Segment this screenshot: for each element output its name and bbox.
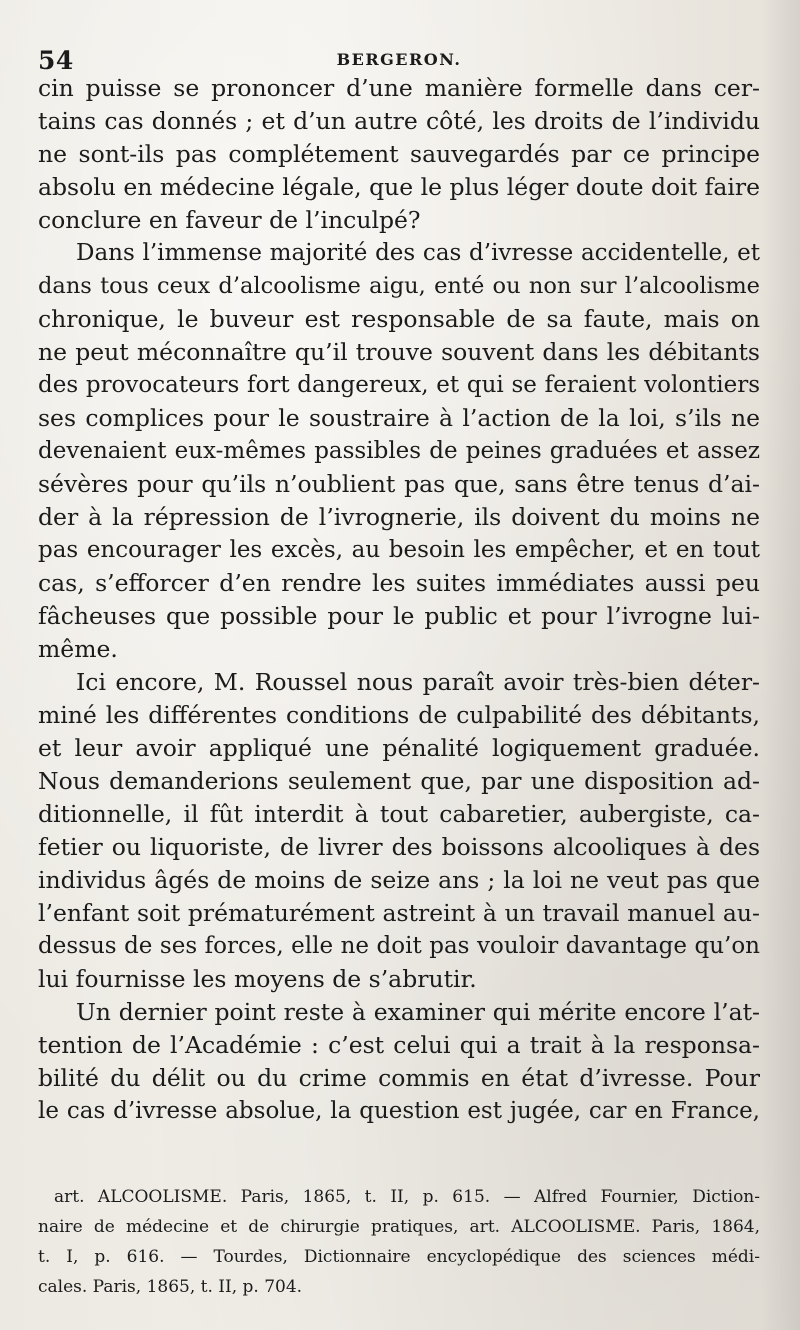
body-text	[38, 72, 760, 1162]
footnote-line: t. I, p. 616. — Tourdes, Dictionnaire encyclopédique des sciences médi-	[38, 1247, 760, 1267]
text-line: devenaient eux-mêmes passibles de peines graduées et assez	[38, 438, 760, 464]
text-line: ses complices pour le soustraire à l’action de la loi, s’ils ne	[38, 404, 760, 432]
running-head: BERGERON.	[336, 50, 462, 69]
page-edge-shadow	[760, 0, 800, 1330]
text-line: lui fournisse les moyens de s’abrutir.	[38, 965, 477, 993]
paragraph-start-line: Un dernier point reste à examiner qui mérite encore l’at-	[76, 998, 760, 1026]
text-line: bilité du délit ou du crime commis en état d’ivresse. Pour	[38, 1064, 760, 1092]
text-line: tains cas donnés ; et d’un autre côté, les droits de l’individu	[38, 107, 760, 135]
text-line: des provocateurs fort dangereux, et qui se feraient volontiers	[38, 372, 760, 398]
footnote-line: art. ALCOOLISME. Paris, 1865, t. II, p. 615. — Alfred Fournier, Diction-	[54, 1187, 760, 1207]
text-line: ditionnelle, il fût interdit à tout cabaretier, aubergiste, ca-	[38, 800, 760, 828]
text-line: fetier ou liquoriste, de livrer des boissons alcooliques à des	[38, 833, 760, 861]
footnote-line: cales. Paris, 1865, t. II, p. 704.	[38, 1277, 303, 1297]
text-line: et leur avoir appliqué une pénalité logiquement graduée.	[38, 734, 760, 762]
text-line: dans tous ceux d’alcoolisme aigu, enté ou non sur l’alcoolisme	[38, 273, 760, 299]
text-line: conclure en faveur de l’inculpé?	[38, 206, 421, 234]
text-line: tention de l’Académie : c’est celui qui a trait à la responsa-	[38, 1031, 760, 1059]
paragraph-start-line: Dans l’immense majorité des cas d’ivresse accidentelle, et	[76, 240, 760, 266]
text-line: pas encourager les excès, au besoin les empêcher, et en tout	[38, 537, 760, 563]
footnotes	[38, 1182, 760, 1302]
text-line: même.	[38, 635, 118, 663]
text-line: dessus de ses forces, elle ne doit pas vouloir davantage qu’on	[38, 933, 760, 959]
text-line: individus âgés de moins de seize ans ; la loi ne veut pas que	[38, 866, 760, 894]
text-line: miné les différentes conditions de culpabilité des débitants,	[38, 701, 760, 729]
page-header	[38, 42, 760, 76]
text-line: cas, s’efforcer d’en rendre les suites immédiates aussi peu	[38, 569, 760, 597]
text-line: chronique, le buveur est responsable de sa faute, mais on	[38, 305, 760, 333]
text-line: ne sont-ils pas complétement sauvegardés par ce principe	[38, 140, 760, 168]
text-line: le cas d’ivresse absolue, la question est jugée, car en France,	[38, 1098, 760, 1124]
text-line: sévères pour qu’ils n’oublient pas que, sans être tenus d’ai-	[38, 470, 760, 498]
page-number: 54	[38, 46, 74, 75]
text-line: der à la répression de l’ivrognerie, ils doivent du moins ne	[38, 503, 760, 531]
text-line: ne peut méconnaître qu’il trouve souvent dans les débitants	[38, 338, 760, 366]
paragraph-start-line: Ici encore, M. Roussel nous paraît avoir très-bien déter-	[76, 668, 760, 696]
text-line: fâcheuses que possible pour le public et pour l’ivrogne lui-	[38, 602, 760, 630]
text-line: Nous demanderions seulement que, par une disposition ad-	[38, 767, 760, 795]
footnote-line: naire de médecine et de chirurgie pratiques, art. ALCOOLISME. Paris, 1864,	[38, 1217, 760, 1237]
text-line: cin puisse se prononcer d’une manière formelle dans cer-	[38, 74, 760, 102]
text-line: absolu en médecine légale, que le plus léger doute doit faire	[38, 173, 760, 201]
text-line: l’enfant soit prématurément astreint à un travail manuel au-	[38, 899, 760, 927]
